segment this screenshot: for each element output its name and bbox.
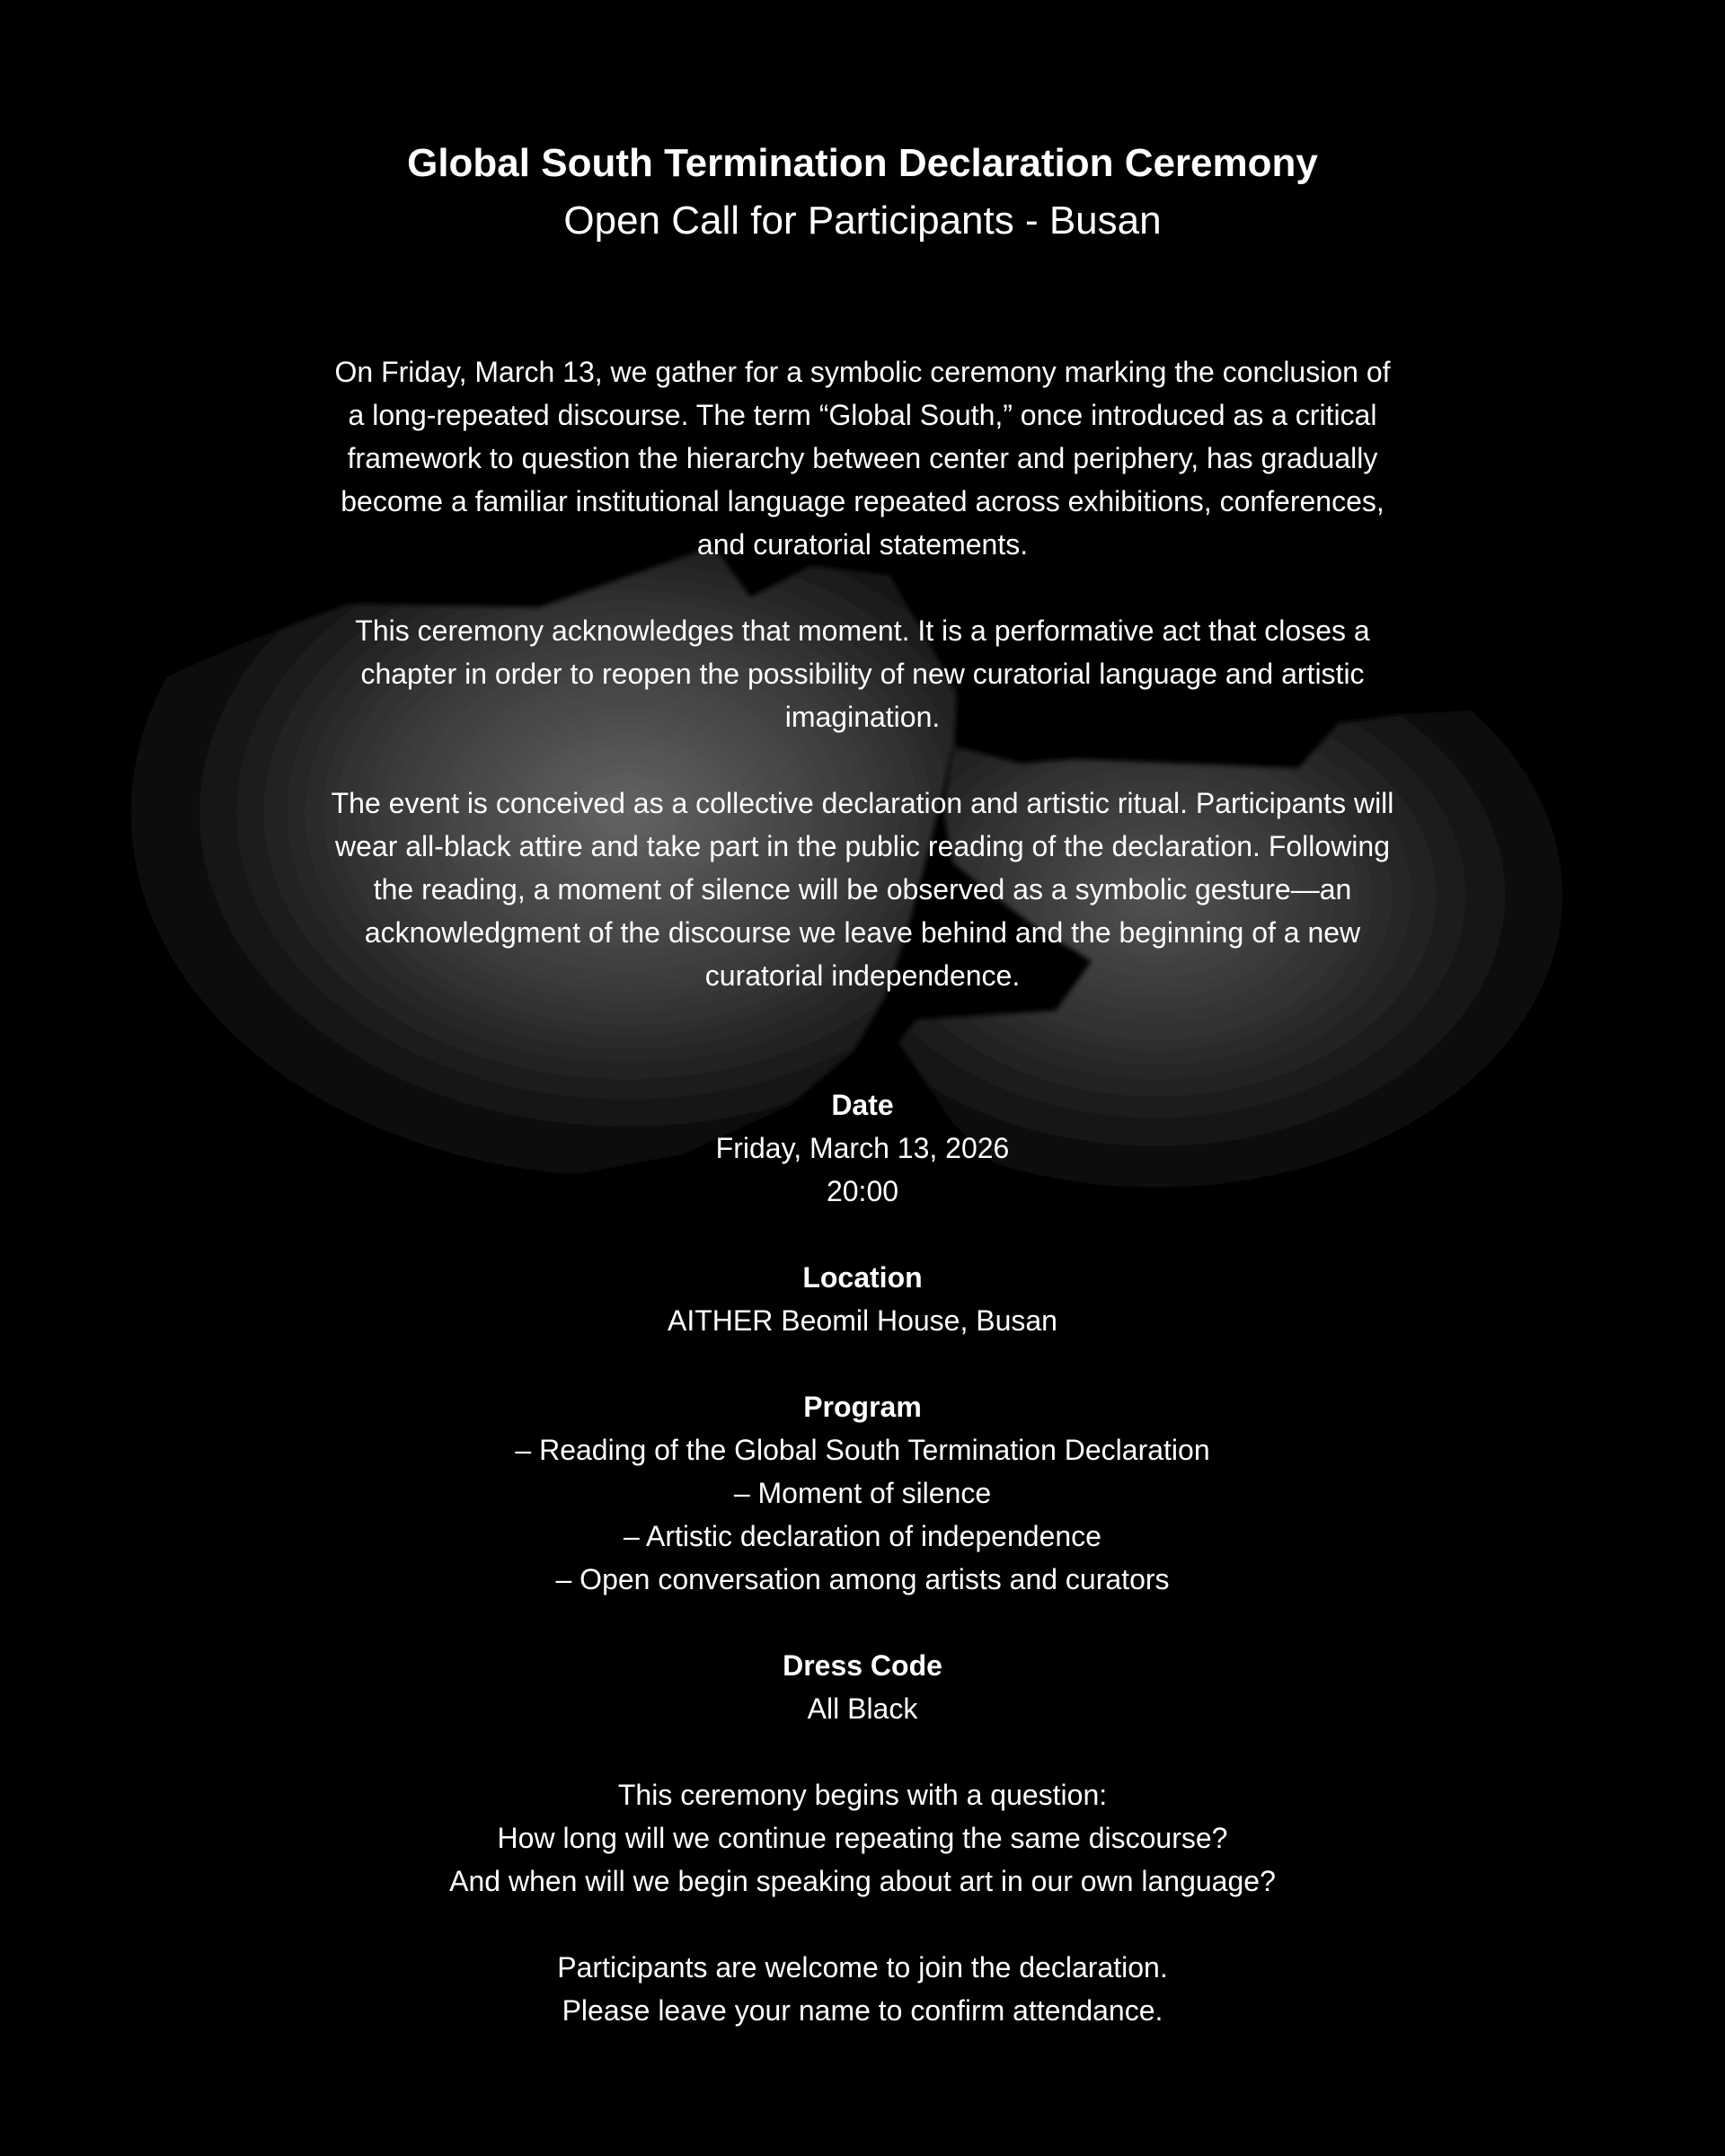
date-section (0, 1083, 1725, 1213)
program-item: – Artistic declaration of independence (624, 1520, 1101, 1552)
program-item: – Open conversation among artists and curators (555, 1563, 1170, 1595)
location-section (0, 1256, 1725, 1342)
invitation-line: Participants are welcome to join the declaration. (557, 1951, 1168, 1984)
intro-paragraph-1: On Friday, March 13, we gather for a symbolic ceremony marking the conclusion of a long-repeated discourse. The term “Global South,” once introduced as a critical framework to question the hierarchy between center and periphery, has gradually become a familiar institutional language repeated across exhibitions, conferences, and curatorial statements. (334, 356, 1391, 561)
program-section (0, 1385, 1725, 1601)
dress-code-value: All Black (807, 1692, 918, 1725)
question-line: This ceremony begins with a question: (617, 1779, 1108, 1811)
page-title: Global South Termination Declaration Ceremony (407, 141, 1318, 185)
closing-invitation (0, 1946, 1725, 2032)
program-item: – Moment of silence (733, 1477, 992, 1509)
page-subtitle: Open Call for Participants - Busan (563, 199, 1162, 243)
closing-question (0, 1773, 1725, 1903)
date-label: Date (831, 1089, 894, 1121)
program-item: – Reading of the Global South Termination Declaration (515, 1434, 1210, 1466)
time-value: 20:00 (826, 1175, 899, 1207)
date-value: Friday, March 13, 2026 (715, 1132, 1010, 1164)
location-value: AITHER Beomil House, Busan (668, 1304, 1057, 1337)
intro-paragraph-2: This ceremony acknowledges that moment. It is a performative act that closes a chapter in order to reopen the possibility of new curatorial language and artistic imagination. (355, 614, 1370, 733)
program-label: Program (803, 1391, 922, 1423)
question-line: How long will we continue repeating the same discourse? (497, 1822, 1228, 1854)
location-label: Location (802, 1261, 923, 1294)
dress-code-section (0, 1644, 1725, 1730)
dress-code-label: Dress Code (783, 1649, 942, 1682)
question-line: And when will we begin speaking about art in our own language? (449, 1865, 1276, 1897)
invitation-line: Please leave your name to confirm attendance. (562, 1994, 1163, 2027)
intro-paragraph-3: The event is conceived as a collective declaration and artistic ritual. Participants will wear all-black attire and take part in the public reading of the declaration. Following the reading, a moment of silence will be observed as a symbolic gesture—an acknowledgment of the discourse we leave behind and the beginning of a new curatorial independence. (331, 787, 1394, 992)
